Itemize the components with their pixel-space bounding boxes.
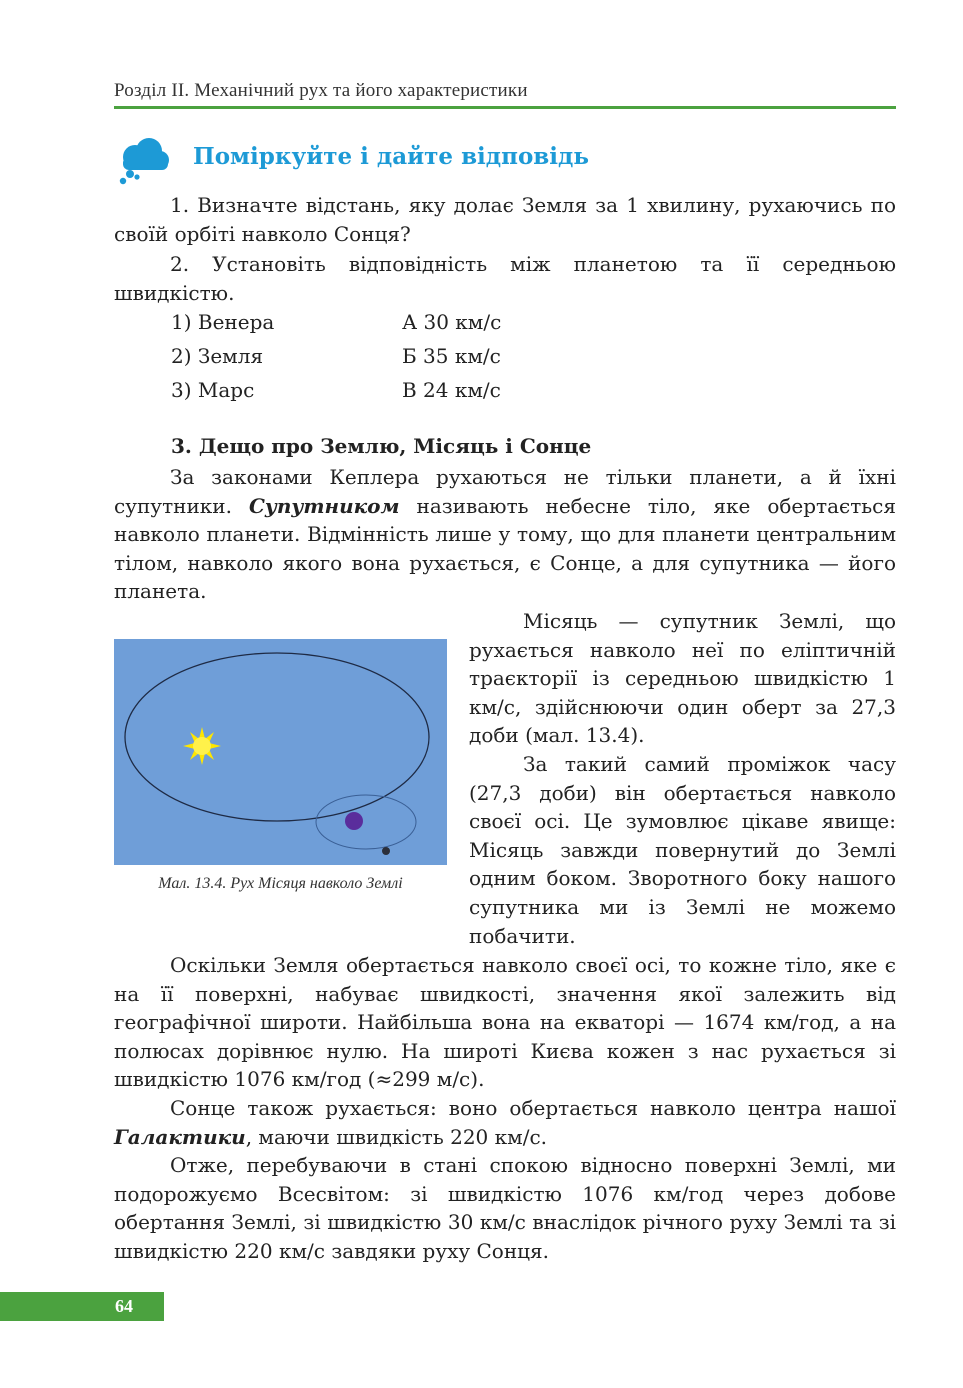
speed-b: Б 35 км/с xyxy=(402,344,501,368)
think-cloud-icon xyxy=(113,133,173,189)
think-heading: Поміркуйте і дайте відповідь xyxy=(193,143,589,170)
speed-a: А 30 км/с xyxy=(402,310,502,334)
term-galaxy: Галактики xyxy=(114,1124,246,1149)
paragraph-earth-rotation: Оскільки Земля обертається навколо своєї осі, то кожне тіло, яке є на її поверхні, набуває швидкості, значення якої залежить від географічної широти. Найбільша вона на екваторі — 1674 км/год, а на полюсах дорівнює нулю. На широті Києва кожен з нас рухається зі швидкістю 1076 км/год (≈299 м/с). xyxy=(114,953,896,1092)
moon-icon xyxy=(382,847,390,855)
question-1: 1. Визначте відстань, яку долає Земля за 1 хвилину, рухаючись по своїй орбіті навколо Сонця? xyxy=(114,193,896,246)
speed-v: В 24 км/с xyxy=(402,378,501,402)
term-satellite: Супутником xyxy=(248,493,400,518)
planet-earth: 2) Земля xyxy=(171,344,264,368)
planet-venus: 1) Венера xyxy=(171,310,275,334)
earth-icon xyxy=(345,812,363,830)
page-number: 64 xyxy=(115,1296,133,1316)
paragraph-satellites: За законами Кеплера рухаються не тільки планети, а й їхні супутники. Супутником називають небесне тіло, яке обертається навколо планети. Відмінність лише у тому, що для планети центральним тілом, навколо якого вона рухається, є Сонце, а для супутника — його планета. xyxy=(114,465,896,604)
paragraph-conclusion: Отже, перебуваючи в стані спокою відносно поверхні Землі, ми подорожуємо Всесвітом: зі швидкістю 1076 км/год через добове обертання Землі, зі швидкістю 30 км/с внаслідок річного руху Землі та зі швидкістю 220 км/с завдяки руху Сонця. xyxy=(114,1153,896,1263)
planet-mars: 3) Марс xyxy=(171,378,255,402)
section-title: 3. Дещо про Землю, Місяць і Сонце xyxy=(171,434,592,458)
paragraph-sun-motion: Сонце також рухається: воно обертається навколо центра нашої Галактики, маючи швидкість 220 км/с. xyxy=(114,1096,896,1149)
figure-caption: Мал. 13.4. Рух Місяця навколо Землі xyxy=(158,875,403,892)
question-2: 2. Установіть відповідність між планетою та її середньою швидкістю. xyxy=(114,252,896,305)
chapter-header: Розділ ІІ. Механічний рух та його характеристики xyxy=(114,80,528,101)
paragraph-moon: Місяць — супутник Землі, що рухається навколо неї по еліптичній траєкторії із середньою швидкістю 1 км/с, здійснюючи один оберт за 27,3 доби (мал. 13.4). xyxy=(469,609,896,748)
paragraph-moon-rotation: За такий самий проміжок часу (27,3 доби) він обертається навколо своєї осі. Це зумовлює цікаве явище: Місяць завжди повернутий до Землі одним боком. Зворотного боку нашого супутника ми із Землі не можемо побачити. xyxy=(469,752,896,948)
header-divider xyxy=(114,106,896,109)
moon-orbit-figure xyxy=(114,639,447,865)
page-number-bar xyxy=(0,1292,164,1321)
